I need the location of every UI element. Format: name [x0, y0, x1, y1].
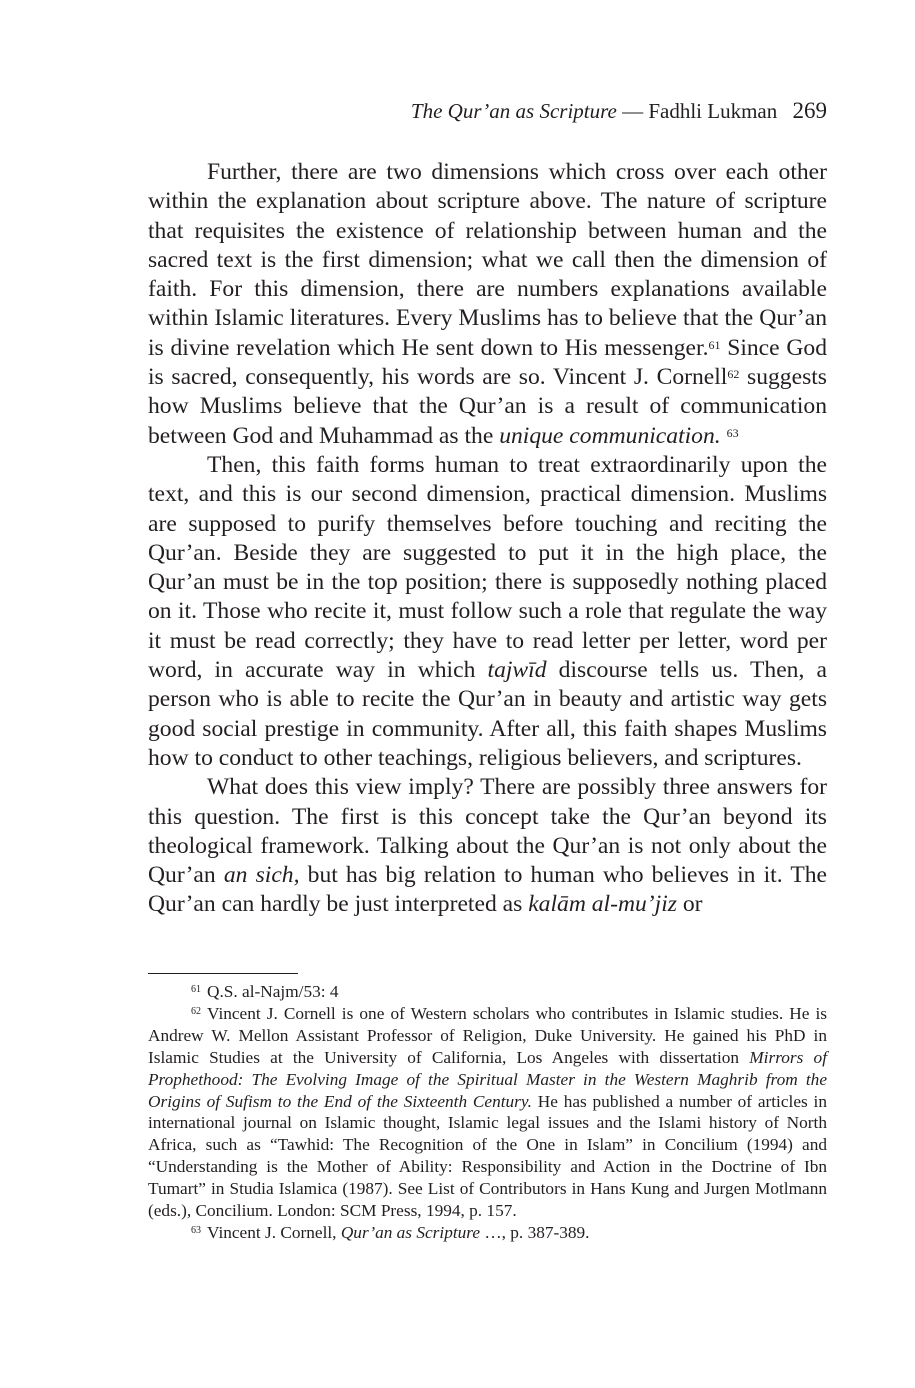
paragraph-text: Further, there are two dimensions which cross over each other within the explanation about scripture above. The nature of scripture that requisites the existence of relationship between human and the sacred text is the first dimension; what we call then the dimension of faith. For this dimension, there are numbers explanations available within Islamic literatures. Every Muslims has to believe that the Qur’an is divine revelation which He sent down to His messenger.: [148, 159, 827, 361]
page-number: 269: [792, 98, 827, 123]
italic-term: kalām al-mu’jiz: [528, 891, 677, 918]
paragraph-3: [148, 773, 827, 919]
italic-term: an sich,: [223, 862, 300, 889]
paragraph-text: discourse tells us. Then, a person who is able to recite the Qur’an in beauty and artistic way gets good social prestige in community. After all, this faith shapes Muslims how to conduct to other teachings, religious believers, and scriptures.: [148, 657, 827, 771]
footnote-text: He has published a number of articles in international journal on Islamic thought, Islamic legal issues and the Islami history of North Africa, such as “Tawhid: The Recognition of the One in Islam” in Concilium (1994) and “Understanding is the Mother of Ability: Responsibility and Action in the Doctrine of Ibn Tumart” in Studia Islamica (1987). See List of Contributors in Hans Kung and Jurgen Motlmann (eds.), Concilium. London: SCM Press, 1994, p. 157.: [148, 1091, 827, 1221]
footnote-text: Vincent J. Cornell,: [207, 1222, 341, 1242]
footnotes: [148, 981, 827, 1244]
paragraph-text: Then, this faith forms human to treat extraordinarily upon the text, and this is our second dimension, practical dimension. Muslims are supposed to purify themselves before touching and reciting the Qur’an. Beside they are suggested to put it in the high place, the Qur’an must be in the top position; there is supposedly nothing placed on it. Those who recite it, must follow such a role that regulate the way it must be read correctly; they have to read letter per letter, word per word, in accurate way in which: [148, 451, 827, 684]
paragraph-text: What does this view imply? There are possibly three answers for this question. The first is this concept take the Qur’an beyond its theological framework. Talking about the Qur’an is not only about the Qur’an: [148, 774, 827, 889]
italic-term: tajwīd: [487, 657, 547, 684]
footnote-text: Q.S. al-Najm/53: 4: [207, 982, 339, 1001]
footnote-number: 61: [191, 984, 201, 995]
footnote-italic-title: Qur’an as Scripture: [340, 1222, 481, 1242]
footnote-divider: [148, 973, 298, 974]
paragraph-text: Since God is sacred, consequently, his words are so. Vincent J. Cornell: [148, 334, 827, 391]
footnote-62: [148, 1003, 827, 1222]
running-header: [148, 98, 827, 124]
footnote-ref-63: 63: [726, 425, 739, 440]
footnote-number: 63: [191, 1224, 201, 1236]
footnote-63: [148, 1222, 827, 1244]
paragraph-1: [148, 158, 827, 451]
footnote-italic-title: Mirrors of Prophethood: The Evolving Image of the Spiritual Master in the Western Maghrib from the Origins of Sufism to the End of the Sixteenth Century.: [148, 1047, 828, 1111]
footnote-61: [148, 981, 827, 1003]
italic-term: unique communication.: [499, 422, 721, 449]
footnote-text: …, p. 387-389.: [480, 1222, 590, 1242]
paragraph-2: [148, 451, 827, 773]
paragraph-text: but has big relation to human who believes in it. The Qur’an can hardly be just interpreted as: [148, 862, 828, 918]
footnote-ref-62: 62: [727, 367, 740, 382]
header-title: The Qur’an as Scripture: [410, 99, 617, 123]
footnote-number: 62: [191, 1005, 201, 1017]
body-text: [148, 158, 827, 920]
footnote-ref-61: 61: [708, 337, 721, 352]
footnote-text: Vincent J. Cornell is one of Western scholars who contributes in Islamic studies. He is Andrew W. Mellon Assistant Professor of Religion, Duke University. He gained his PhD in Islamic Studies at the University of California, Los Angeles with dissertation: [148, 1003, 827, 1067]
paragraph-text: or: [676, 891, 703, 918]
header-author: — Fadhli Lukman: [616, 99, 778, 123]
paragraph-text: suggests how Muslims believe that the Qur’an is a result of communication between God and Muhammad as the: [148, 364, 827, 449]
